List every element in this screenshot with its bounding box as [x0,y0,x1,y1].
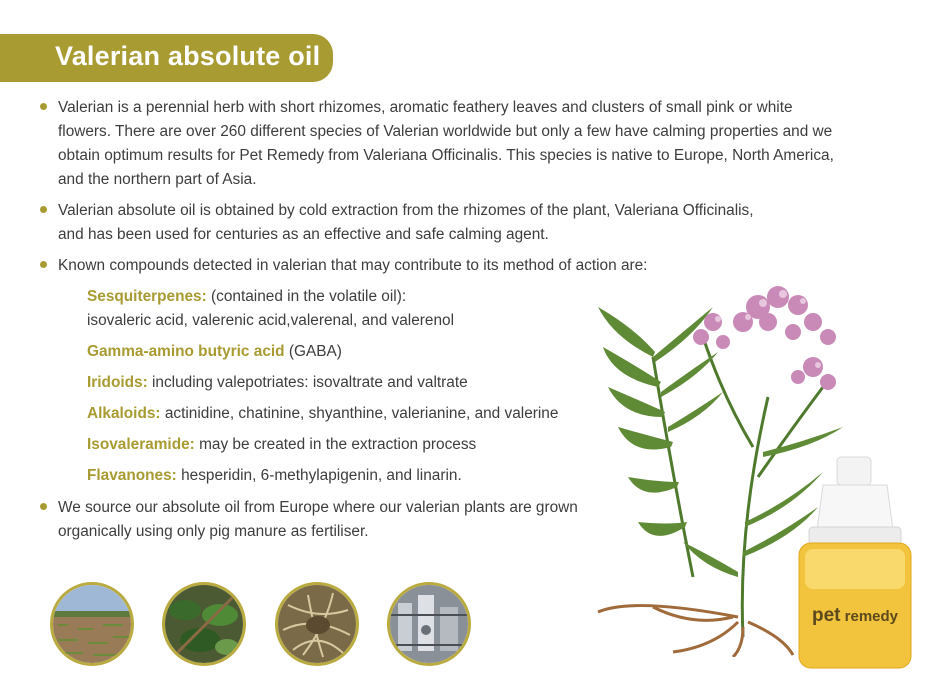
compound-desc: may be created in the extraction process [199,436,477,453]
bullet-item [40,96,838,192]
bullet-text: Known compounds detected in valerian that may contribute to its method of action are: [58,257,648,274]
bullet-dot-icon [40,503,47,510]
compound-name: Alkaloids: [87,405,161,422]
compound-desc: (contained in the volatile oil): [211,288,407,305]
bullet-dot-icon [40,206,47,213]
bullet-text: We source our absolute oil from Europe where our valerian plants are grown organically using only pig manure as fertiliser. [58,499,578,540]
roots-photo [275,582,359,666]
bullet-dot-icon [40,103,47,110]
brand-word-pet: pet [811,605,841,626]
plant-photo [162,582,246,666]
page-title: Valerian absolute oil [55,41,321,71]
bottle-brand-label [800,605,910,627]
brand-word-remedy: remedy [844,608,899,625]
compound-name: Flavanones: [87,467,177,484]
title-banner [0,34,333,82]
compound-name: Iridoids: [87,374,148,391]
compound-desc: hesperidin, 6-methylapigenin, and linarin. [181,467,462,484]
compound-name: Isovaleramide: [87,436,195,453]
compound-desc: actinidine, chatinine, shyanthine, valerianine, and valerine [164,405,559,422]
bullet-item [40,199,768,247]
factory-photo [387,582,471,666]
pet-remedy-bottle [795,455,915,673]
bullet-text: Valerian absolute oil is obtained by cold extraction from the rhizomes of the plant, Valeriana Officinalis, and has been used for centuries as an effective and safe calming agent. [58,202,754,243]
compound-desc-line2: isovaleric acid, valerenic acid,valerenal, and valerenol [87,312,455,329]
field-photo [50,582,134,666]
bullet-text: Valerian is a perennial herb with short rhizomes, aromatic feathery leaves and clusters of small pink or white flowers. There are over 260 different species of Valerian worldwide but only a few have calming properties and we obtain optimum results for Pet Remedy from Valeriana Officinalis. This species is native to Europe, North America, and the northern part of Asia. [58,99,834,188]
bullet-item [40,254,890,278]
compound-desc: including valepotriates: isovaltrate and valtrate [152,374,468,391]
bullet-item [40,496,593,544]
compound-desc: (GABA) [288,343,342,360]
compound-name: Sesquiterpenes: [87,288,207,305]
bullet-dot-icon [40,261,47,268]
compound-name: Gamma-amino butyric acid [87,343,285,360]
